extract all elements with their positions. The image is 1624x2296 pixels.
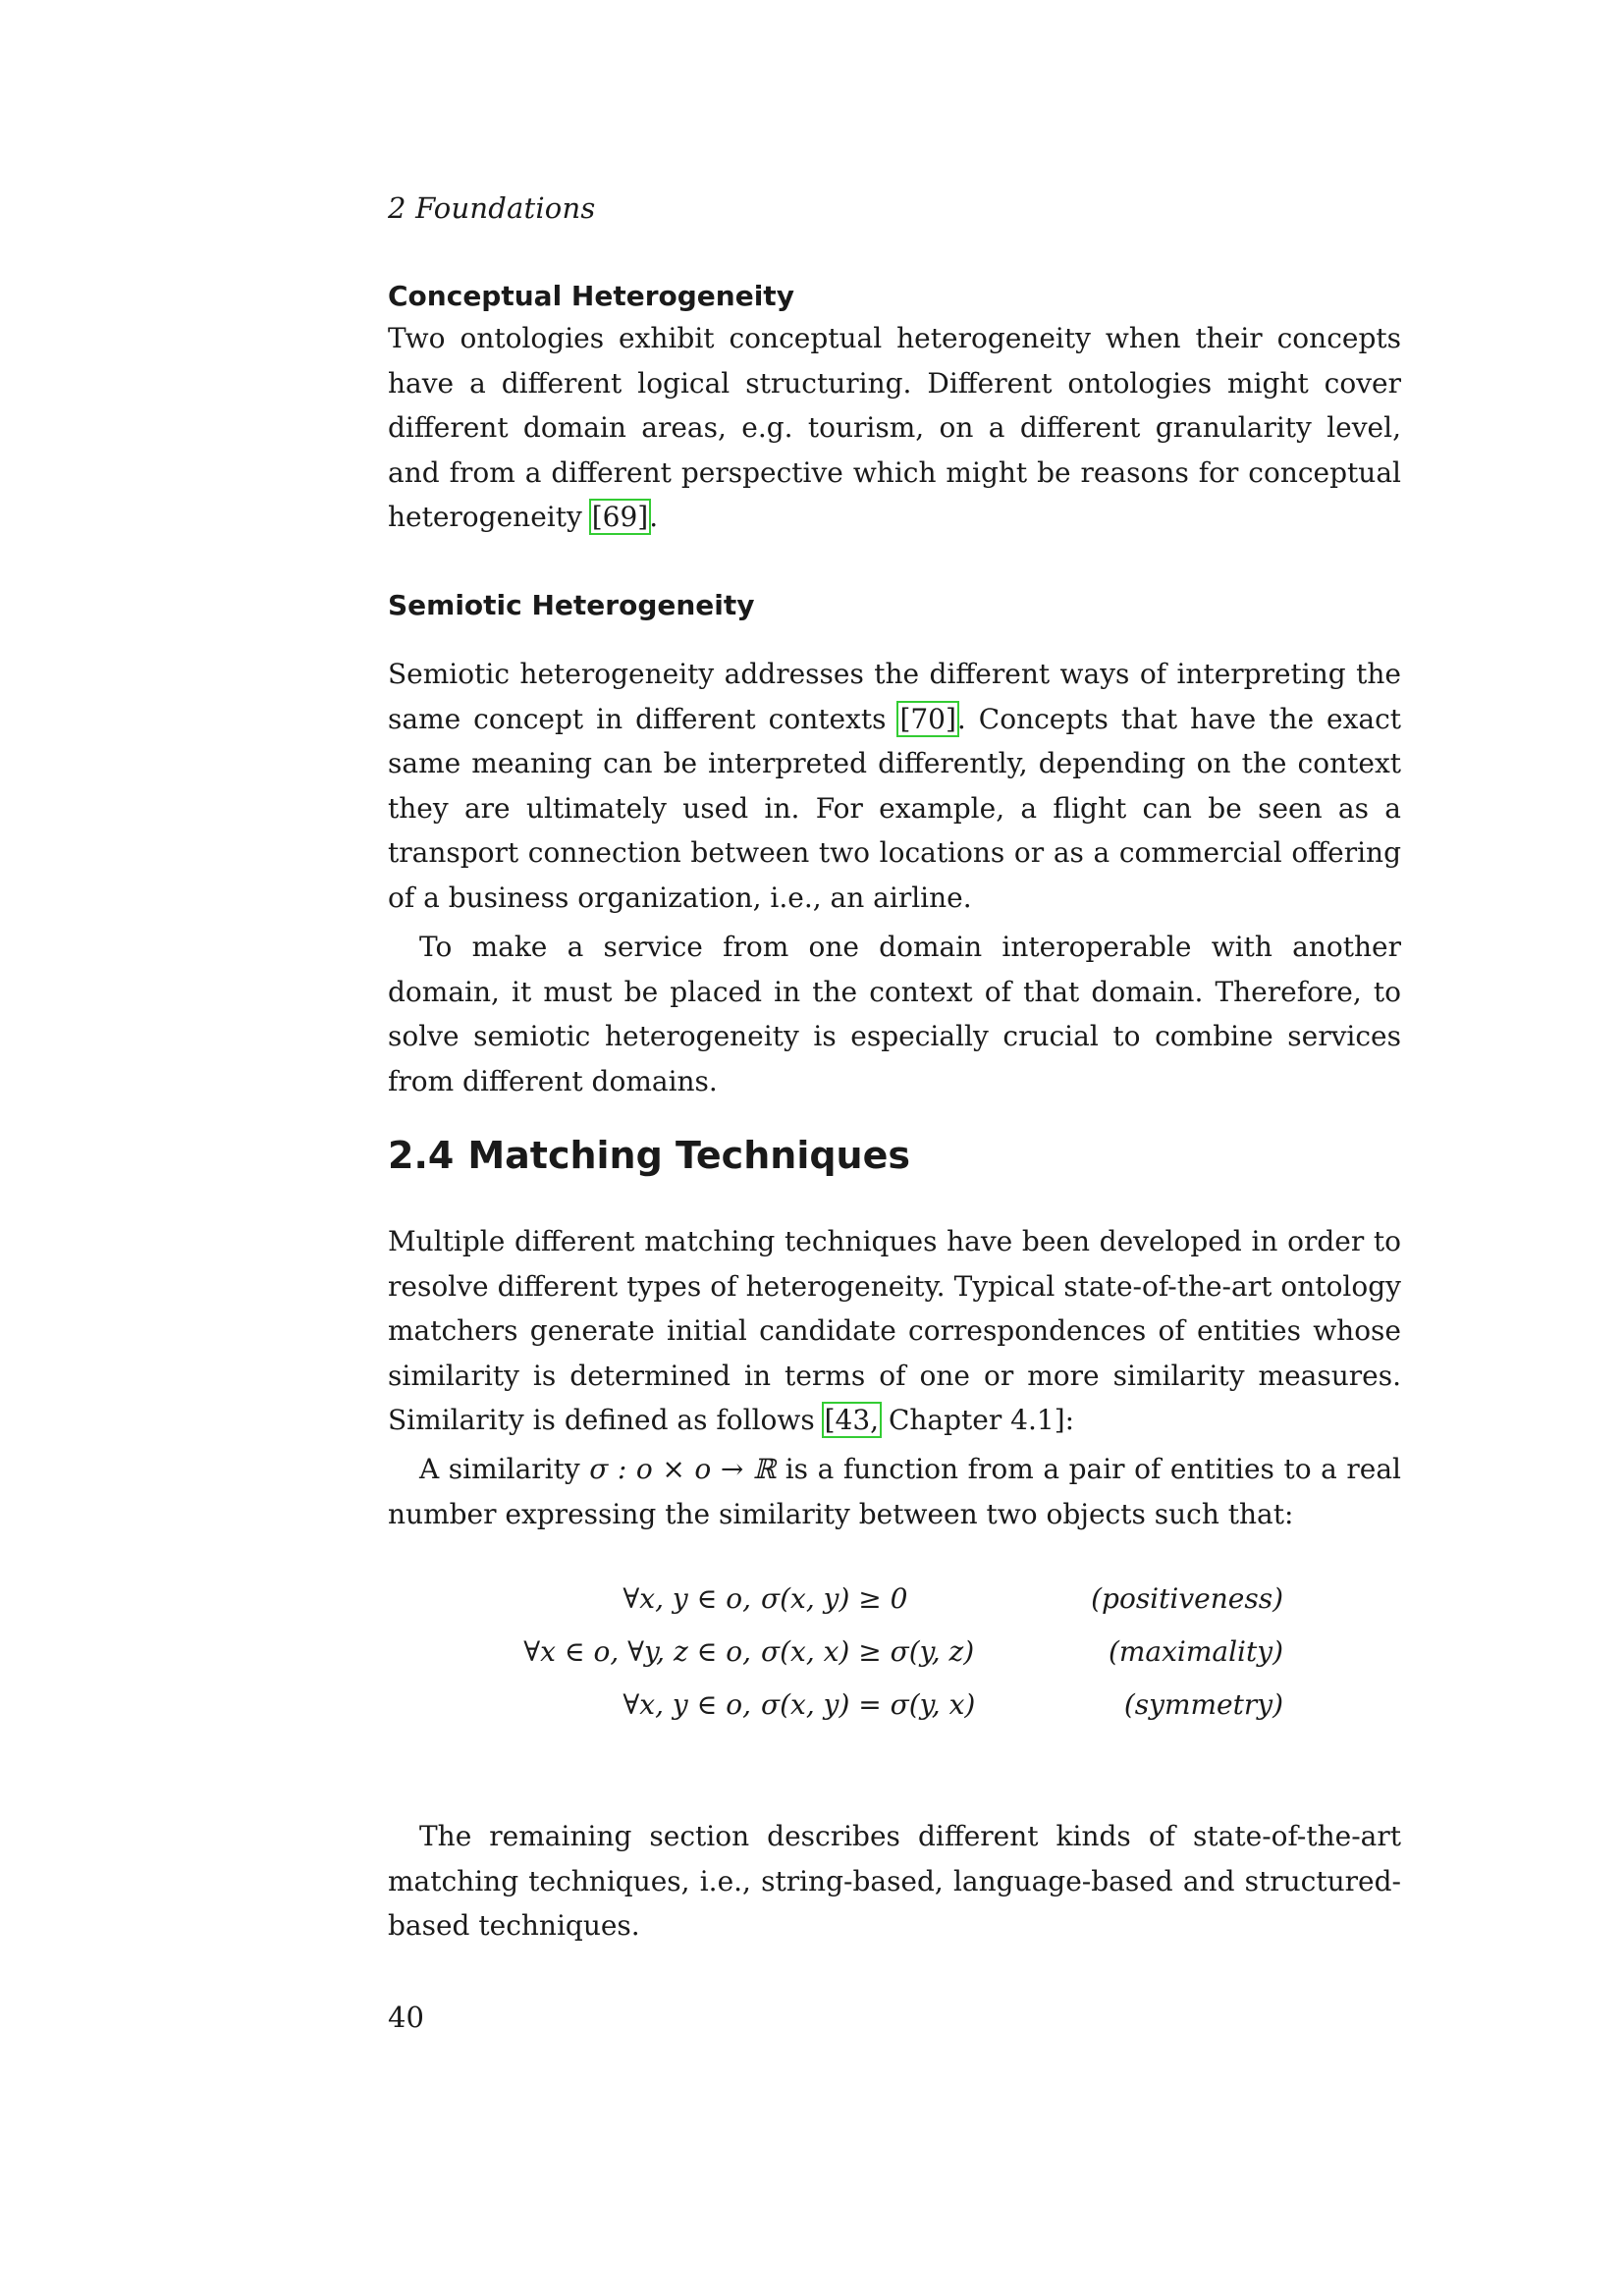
paragraph-text: . [649, 501, 659, 533]
section-title-text: Matching Techniques [467, 1134, 910, 1177]
section-number: 2.4 [388, 1134, 455, 1177]
inline-math: σ : o × o → ℝ [589, 1453, 777, 1485]
citation-link[interactable]: [70] [899, 702, 956, 735]
equation-row [388, 1635, 1401, 1675]
paragraph-conceptual [388, 316, 1401, 540]
paragraph-text: A similarity [419, 1453, 590, 1485]
paragraph-matching-3: The remaining section describes different kinds of state-of-the-art matching techniques, i.e., string-based, language-based and structured-based techniques. [388, 1820, 1401, 1942]
subsection-title-semiotic: Semiotic Heterogeneity [388, 589, 755, 621]
subsection-title-conceptual: Conceptual Heterogeneity [388, 280, 794, 312]
citation-link[interactable]: [43, [824, 1404, 880, 1436]
paragraph-semiotic-2: To make a service from one domain interoperable with another domain, it must be placed in the context of that domain. Therefore, to solve semiotic heterogeneity is especially crucial to combine services from different domains. [388, 931, 1401, 1097]
paragraph-text: Chapter 4.1]: [880, 1404, 1075, 1436]
paragraph-text: . Concepts that have the exact same meaning can be interpreted differently, depending on the context they are ultimately used in. For example, a flight can be seen as a transport connection between two locations or as a commercial offering of a business organization, i.e., an airline. [388, 702, 1401, 914]
equation-row [388, 1688, 1401, 1728]
equation-tag: (positiveness) [1091, 1582, 1283, 1615]
equation-expression: σ(x, y) ≥ 0 [761, 1582, 908, 1615]
paragraph-text: is a function from a pair of entities to a real number expressing the similarity between two objects such that: [388, 1453, 1401, 1530]
equation-quantifier: ∀x, y ∈ o, [623, 1582, 751, 1615]
paragraph-matching-1 [388, 1219, 1401, 1443]
equation-tag: (symmetry) [1123, 1688, 1283, 1721]
equation-expression: σ(x, y) = σ(y, x) [761, 1688, 976, 1721]
section-title-matching [388, 1134, 910, 1177]
page-number: 40 [388, 2001, 424, 2034]
equation-quantifier: ∀x ∈ o, ∀y, z ∈ o, [523, 1635, 751, 1668]
equation-row [388, 1582, 1401, 1622]
equation-tag: (maximality) [1108, 1635, 1283, 1668]
equation-expression: σ(x, x) ≥ σ(y, z) [761, 1635, 975, 1668]
paragraph-text: Semiotic heterogeneity addresses the different ways of interpreting the same concept in different contexts [388, 658, 1401, 735]
citation-link[interactable]: [69] [591, 501, 649, 533]
paragraph-semiotic-1 [388, 652, 1401, 920]
equation-quantifier: ∀x, y ∈ o, [623, 1688, 751, 1721]
paragraph-text: Two ontologies exhibit conceptual heterogeneity when their concepts have a different logical structuring. Different ontologies might cover different domain areas, e.g. tourism, on a different granularity level, and from a different perspective which might be reasons for conceptual heterogeneity [388, 322, 1401, 533]
paragraph-matching-2 [388, 1447, 1401, 1536]
running-head: 2 Foundations [388, 191, 596, 225]
paragraph-text: Multiple different matching techniques have been developed in order to resolve different types of heterogeneity. Typical state-of-the-art ontology matchers generate initial candidate correspondences of entities whose similarity is determined in terms of one or more similarity measures. Similarity is defined as follows [388, 1225, 1401, 1436]
